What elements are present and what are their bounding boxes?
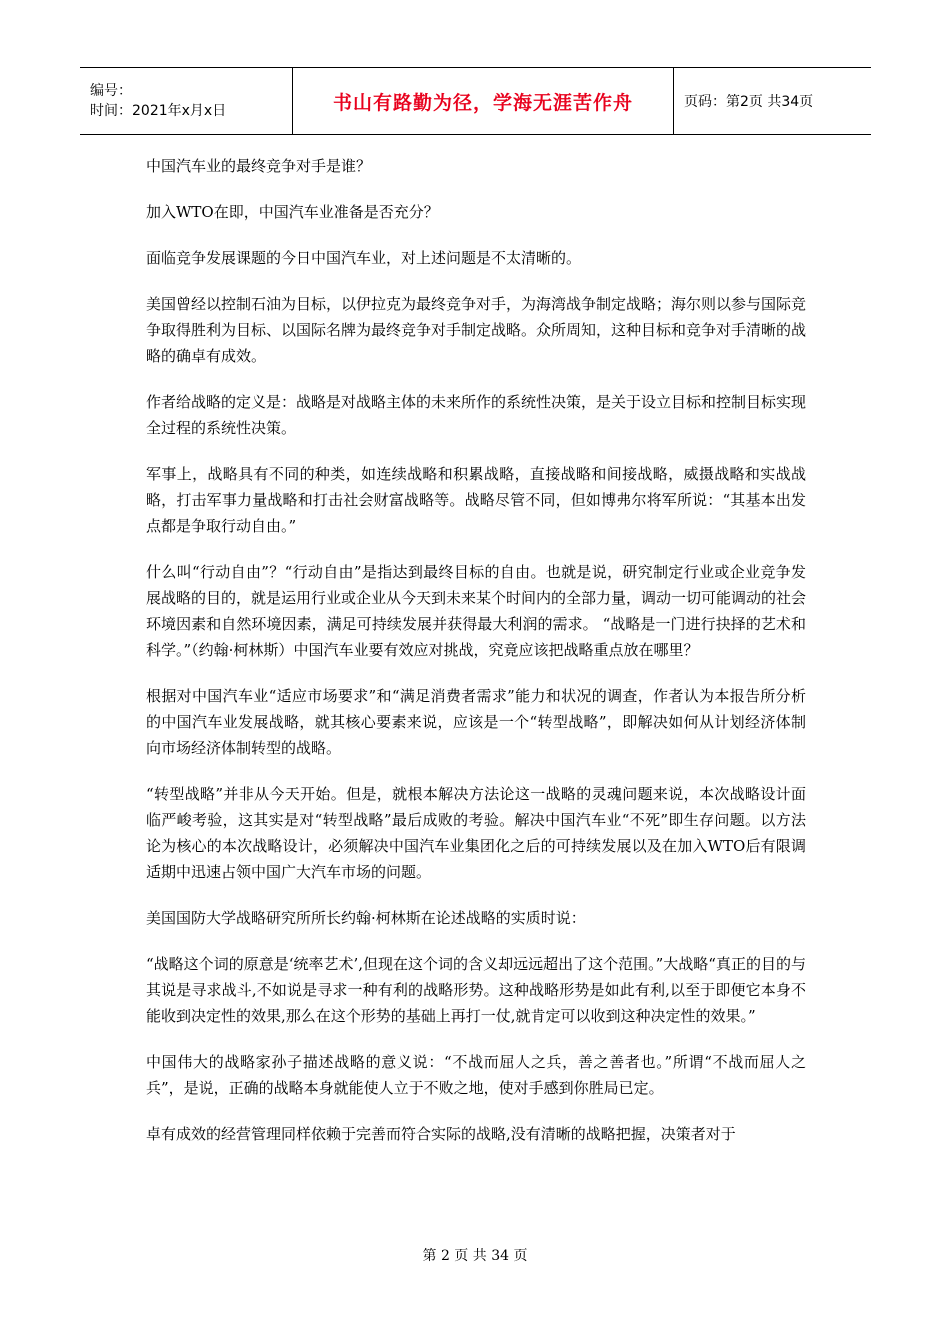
header-motto: 书山有路勤为径，学海无涯苦作舟: [293, 68, 674, 135]
header-page-code: 页码：第2页 共34页: [674, 68, 872, 135]
document-number-label: 编号：: [90, 83, 132, 99]
paragraph: 加入WTO在即，中国汽车业准备是否充分？: [146, 203, 439, 221]
header-meta-cell: [80, 68, 293, 135]
paragraph: 面临竞争发展课题的今日中国汽车业，对上述问题是不太清晰的。: [146, 249, 582, 267]
document-header: [80, 67, 871, 135]
paragraph: 中国伟大的战略家孙子描述战略的意义说：“不战而屈人之兵，善之善者也。”所谓“不战而屈人之兵”，是说，正确的战略本身就能使人立于不败之地，使对手感到你胜局已定。: [146, 1053, 806, 1097]
paragraph: 军事上，战略具有不同的种类，如连续战略和积累战略，直接战略和间接战略，威摄战略和实战战略，打击军事力量战略和打击社会财富战略等。战略尽管不同，但如博弗尔将军所说：“其基本出发点都是争取行动自由。”: [146, 465, 806, 535]
paragraph: 什么叫“行动自由”？“行动自由”是指达到最终目标的自由。也就是说，研究制定行业或企业竞争发展战略的目的，就是运用行业或企业从今天到未来某个时间内的全部力量，调动一切可能调动的社会环境因素和自然环境因素，满足可持续发展并获得最大利润的需求。 “战略是一门进行抉择的艺术和科学。”（约翰·柯林斯）中国汽车业要有效应对挑战，究竟应该把战略重点放在哪里？: [146, 563, 807, 659]
document-time-label: 时间：2021年x月x日: [90, 103, 227, 119]
paragraph: “战略这个词的原意是‘统率艺术’,但现在这个词的含义却远远超出了这个范围。”大战略“真正的目的与其说是寻求战斗,不如说是寻求一种有利的战略形势。这种战略形势是如此有利,以至于即便它本身不能收到决定性的效果,那么在这个形势的基础上再打一仗,就肯定可以收到这种决定性的效果。”: [146, 955, 806, 1025]
paragraph: 卓有成效的经营管理同样依赖于完善而符合实际的战略,没有清晰的战略把握，决策者对于: [146, 1125, 736, 1143]
paragraph: “转型战略”并非从今天开始。但是，就根本解决方法论这一战略的灵魂问题来说，本次战略设计面临严峻考验，这其实是对“转型战略”最后成败的考验。解决中国汽车业“不死”即生存问题。以方法论为核心的本次战略设计，必须解决中国汽车业集团化之后的可持续发展以及在加入WTO后有限调适期中迅速占领中国广大汽车市场的问题。: [146, 785, 806, 881]
paragraph: 中国汽车业的最终竞争对手是谁？: [146, 157, 372, 175]
paragraph: 美国国防大学战略研究所所长约翰·柯林斯在论述战略的实质时说：: [146, 909, 586, 927]
paragraph: 根据对中国汽车业“适应市场要求”和“满足消费者需求”能力和状况的调查，作者认为本报告所分析的中国汽车业发展战略，就其核心要素来说，应该是一个“转型战略”，即解决如何从计划经济体制向市场经济体制转型的战略。: [146, 687, 806, 757]
paragraph: 作者给战略的定义是：战略是对战略主体的未来所作的系统性决策，是关于设立目标和控制目标实现全过程的系统性决策。: [146, 393, 807, 437]
paragraph: 美国曾经以控制石油为目标，以伊拉克为最终竞争对手，为海湾战争制定战略；海尔则以参与国际竞争取得胜利为目标、以国际名牌为最终竞争对手制定战略。众所周知，这种目标和竞争对手清晰的战略的确卓有成效。: [146, 295, 807, 365]
document-body: [146, 153, 806, 1167]
page-footer: 第 2 页 共 34 页: [422, 1248, 528, 1264]
